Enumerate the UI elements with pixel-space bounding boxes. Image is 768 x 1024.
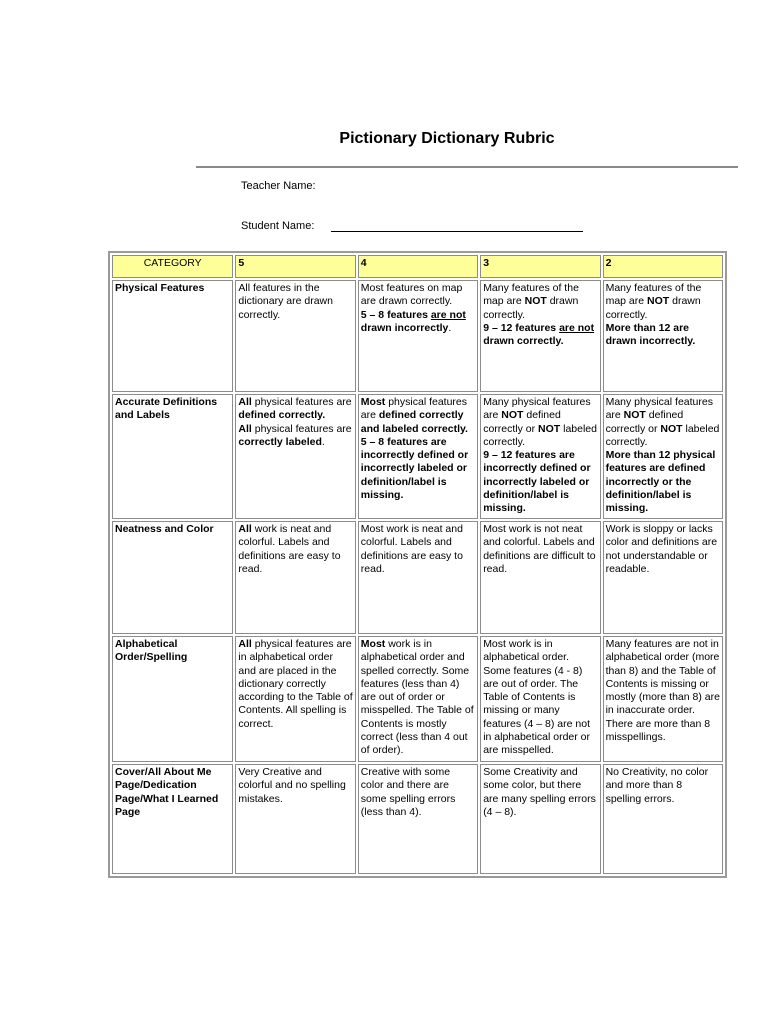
header-score-4: 4 xyxy=(358,255,478,278)
criteria-cell xyxy=(358,521,478,634)
criteria-paragraph xyxy=(361,396,475,436)
criteria-text: More than 12 physical features are defined incorrectly or the definition/label is missing. xyxy=(605,449,716,515)
criteria-text: NOT xyxy=(647,295,670,308)
criteria-text: defined correctly. xyxy=(238,409,326,422)
criteria-cell xyxy=(235,521,355,634)
criteria-text: 9 – 12 features are incorrectly defined or incorrectly labeled or definition/label is missing. xyxy=(483,449,591,515)
criteria-text: 5 – 8 features xyxy=(360,308,431,321)
criteria-text: are not xyxy=(559,321,595,334)
criteria-paragraph xyxy=(606,766,720,806)
criteria-paragraph xyxy=(606,449,720,515)
criteria-cell xyxy=(358,636,478,762)
criteria-text: Many features of the map are xyxy=(483,282,579,308)
criteria-text: All xyxy=(238,396,252,408)
criteria-cell xyxy=(603,280,723,392)
criteria-text: work is in alphabetical order and spelled correctly. Some features (less than 4) are out of order or misspelled. The Table of Contents is mostly correct (less than 4 out of order). xyxy=(360,638,474,757)
criteria-cell xyxy=(480,394,600,519)
header-score-2: 2 xyxy=(603,255,723,278)
header-score-3: 3 xyxy=(480,255,600,278)
criteria-paragraph xyxy=(238,423,352,450)
criteria-text: Most xyxy=(360,396,386,408)
criteria-text: Many features of the map are xyxy=(605,282,702,308)
row-accurate-definitions xyxy=(112,394,723,519)
criteria-text: NOT xyxy=(524,295,547,308)
criteria-text: correctly labeled xyxy=(238,435,322,448)
criteria-paragraph xyxy=(483,396,597,449)
header-score-5: 5 xyxy=(235,255,355,278)
criteria-text: All xyxy=(238,638,252,650)
criteria-text: labeled correctly. xyxy=(605,422,720,448)
criteria-text: NOT xyxy=(660,422,683,435)
criteria-text: . xyxy=(448,321,452,334)
criteria-paragraph xyxy=(483,523,597,576)
criteria-paragraph xyxy=(606,282,720,322)
criteria-text: defined correctly or xyxy=(483,409,561,435)
category-cell: Physical Features xyxy=(112,280,233,392)
criteria-cell xyxy=(235,394,355,519)
criteria-text: work is neat and colorful. Labels and definitions are easy to read. xyxy=(238,523,341,575)
criteria-text: . xyxy=(321,435,325,448)
criteria-text: physical features are in alphabetical order and are placed in the dictionary correctly according to the Table of Contents. All spelling is correct. xyxy=(238,638,353,730)
criteria-text: NOT xyxy=(623,409,646,422)
criteria-paragraph xyxy=(606,523,720,576)
criteria-text: Work is sloppy or lacks color and definitions are not understandable or readable. xyxy=(605,523,718,575)
criteria-cell xyxy=(235,280,355,392)
criteria-text: Many features are not in alphabetical order (more than 8) and the Table of Contents is missing or mostly (more than 8) are in inaccurate order. There are more than 8 misspellings. xyxy=(605,638,720,744)
criteria-cell xyxy=(358,280,478,392)
criteria-cell xyxy=(235,636,355,762)
criteria-text: Most features on map are drawn correctly. xyxy=(360,282,463,308)
category-cell: Cover/All About Me Page/Dedication Page/What I Learned Page xyxy=(112,764,233,874)
criteria-text: are not xyxy=(430,308,466,321)
criteria-text: All features in the dictionary are drawn correctly. xyxy=(238,282,333,321)
criteria-text: drawn correctly. xyxy=(483,295,579,321)
rubric-table xyxy=(108,251,727,878)
criteria-paragraph xyxy=(483,282,597,322)
criteria-cell xyxy=(480,636,600,762)
criteria-paragraph xyxy=(361,638,475,758)
category-cell: Alphabetical Order/Spelling xyxy=(112,636,233,762)
criteria-paragraph xyxy=(238,282,352,322)
criteria-paragraph xyxy=(606,638,720,744)
criteria-text: Very Creative and colorful and no spelling mistakes. xyxy=(238,766,346,805)
student-name-blank xyxy=(331,231,583,232)
title-divider xyxy=(196,166,738,168)
criteria-text: More than 12 are drawn incorrectly. xyxy=(605,321,696,348)
criteria-text: Creative with some color and there are some spelling errors (less than 4). xyxy=(360,766,456,818)
criteria-text: No Creativity, no color and more than 8 spelling errors. xyxy=(605,766,709,805)
criteria-paragraph xyxy=(361,766,475,819)
criteria-paragraph xyxy=(606,396,720,449)
criteria-paragraph xyxy=(361,523,475,576)
row-physical-features xyxy=(112,280,723,392)
criteria-paragraph xyxy=(361,309,475,336)
criteria-text: drawn correctly. xyxy=(483,335,564,348)
document-title: Pictionary Dictionary Rubric xyxy=(339,130,555,147)
criteria-cell xyxy=(235,764,355,874)
criteria-text: NOT xyxy=(501,409,524,422)
criteria-cell xyxy=(358,764,478,874)
criteria-text: Most work is not neat and colorful. Labels and definitions are difficult to read. xyxy=(483,523,596,575)
criteria-cell xyxy=(603,394,723,519)
criteria-text: physical features are xyxy=(251,396,352,408)
criteria-paragraph xyxy=(361,282,475,309)
criteria-paragraph xyxy=(483,449,597,515)
criteria-text: 9 – 12 features xyxy=(483,321,560,334)
criteria-text: Most work is in alphabetical order. Some features (4 - 8) are out of order. The Table of Contents is missing or many features (4 – 8) are not in alphabetical order or are misspelled. xyxy=(483,638,591,757)
row-neatness-color xyxy=(112,521,723,634)
criteria-cell xyxy=(480,280,600,392)
criteria-text: Most xyxy=(360,638,386,650)
criteria-paragraph xyxy=(606,322,720,349)
student-name-label: Student Name: xyxy=(241,220,315,232)
row-alphabetical-order xyxy=(112,636,723,762)
criteria-text: Many physical features are xyxy=(605,396,713,422)
criteria-cell xyxy=(603,764,723,874)
criteria-text: physical features are xyxy=(251,422,352,435)
criteria-text: NOT xyxy=(538,422,561,435)
criteria-paragraph xyxy=(238,638,352,731)
criteria-text: All xyxy=(238,523,252,535)
criteria-text: defined correctly and labeled correctly. xyxy=(360,409,468,435)
criteria-paragraph xyxy=(238,523,352,576)
header-category: CATEGORY xyxy=(112,255,233,278)
row-cover-pages xyxy=(112,764,723,874)
criteria-cell xyxy=(358,394,478,519)
criteria-text: labeled correctly. xyxy=(483,422,597,448)
criteria-cell xyxy=(603,636,723,762)
criteria-text: Many physical features are xyxy=(483,396,591,422)
criteria-paragraph xyxy=(238,396,352,423)
criteria-text: drawn correctly. xyxy=(605,295,701,321)
criteria-paragraph xyxy=(361,436,475,502)
criteria-paragraph xyxy=(483,322,597,349)
criteria-text: Most work is neat and colorful. Labels and definitions are easy to read. xyxy=(360,523,463,575)
criteria-text: Some Creativity and some color, but there are many spelling errors (4 – 8). xyxy=(483,766,596,818)
criteria-text: All xyxy=(238,422,252,435)
criteria-text: defined correctly or xyxy=(605,409,684,435)
criteria-paragraph xyxy=(483,638,597,758)
criteria-paragraph xyxy=(238,766,352,806)
header-row xyxy=(112,255,723,278)
category-cell: Accurate Definitions and Labels xyxy=(112,394,233,519)
teacher-name-label: Teacher Name: xyxy=(241,180,316,192)
criteria-cell xyxy=(603,521,723,634)
criteria-paragraph xyxy=(483,766,597,819)
criteria-cell xyxy=(480,521,600,634)
criteria-cell xyxy=(480,764,600,874)
criteria-text: physical features are xyxy=(360,396,468,422)
category-cell: Neatness and Color xyxy=(112,521,233,634)
criteria-text: drawn incorrectly xyxy=(360,321,449,334)
criteria-text: 5 – 8 features are incorrectly defined or incorrectly labeled or definition/label is missing. xyxy=(360,435,469,502)
